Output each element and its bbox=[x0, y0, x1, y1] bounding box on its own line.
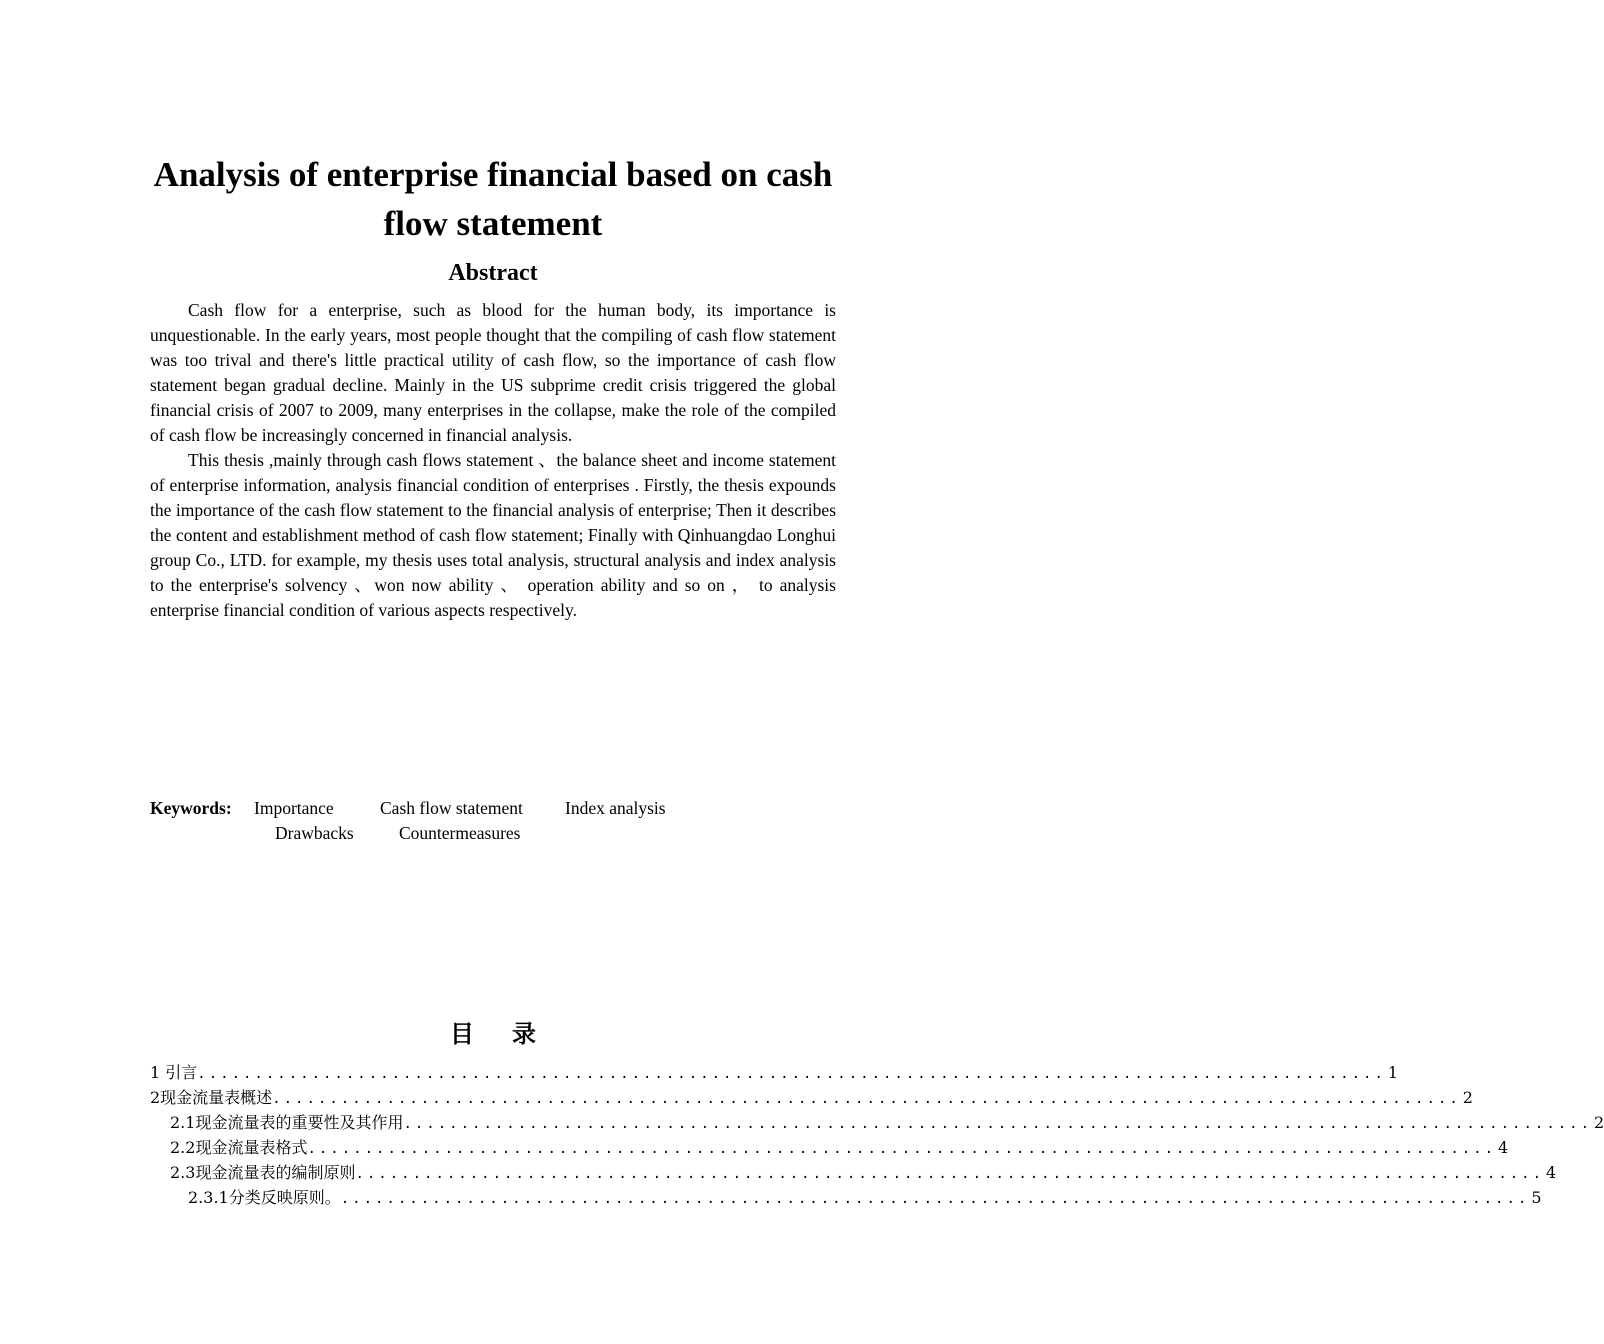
toc-entry[interactable] bbox=[150, 1110, 1604, 1135]
toc-entry-page: 4 bbox=[1498, 1138, 1509, 1157]
abstract-body bbox=[150, 298, 836, 623]
keywords-section bbox=[150, 796, 836, 846]
keyword-drawbacks: Drawbacks bbox=[275, 823, 354, 843]
toc-leader-dots: ........................................................................................................ bbox=[307, 1141, 1497, 1157]
paper-title bbox=[140, 150, 846, 248]
keywords-label: Keywords: bbox=[150, 798, 232, 818]
toc-entry-page: 2 bbox=[1462, 1088, 1473, 1107]
toc-entry-page: 4 bbox=[1546, 1163, 1557, 1182]
toc-leader-dots: ........................................................................................................ bbox=[403, 1116, 1593, 1132]
toc-leader-dots: ........................................................................................................ bbox=[197, 1066, 1386, 1082]
toc-entry[interactable] bbox=[150, 1185, 1542, 1210]
toc-leader-dots: ........................................................................................................ bbox=[355, 1166, 1545, 1182]
toc-entry-label: 2现金流量表概述 bbox=[150, 1088, 273, 1107]
keyword-cash-flow-statement: Cash flow statement bbox=[380, 798, 523, 818]
toc-entry-label: 2.1现金流量表的重要性及其作用 bbox=[170, 1113, 404, 1132]
toc-entry-page: 1 bbox=[1387, 1063, 1399, 1082]
toc-entry[interactable] bbox=[150, 1160, 1557, 1185]
keyword-importance: Importance bbox=[254, 798, 334, 818]
toc-title: 目录 bbox=[450, 1020, 574, 1048]
paper-title-line-1: Analysis of enterprise financial based on cash bbox=[153, 155, 833, 194]
keyword-countermeasures: Countermeasures bbox=[399, 823, 521, 843]
table-of-contents bbox=[150, 1060, 1604, 1210]
abstract-heading: Abstract bbox=[448, 260, 538, 286]
toc-entry-label: 2.2现金流量表格式 bbox=[170, 1138, 308, 1157]
toc-leader-dots: ........................................................................................................ bbox=[340, 1191, 1530, 1207]
abstract-paragraph-1: Cash flow for a enterprise, such as blood for the human body, its importance is unquestionable. In the early years, most people thought that the compiling of cash flow statement was too trival and there's little practical utility of cash flow, so the importance of cash flow statement began gradual decline. Mainly in the US subprime credit crisis triggered the global financial crisis of 2007 to 2009, many enterprises in the collapse, make the role of the compiled of cash flow be increasingly concerned in financial analysis. bbox=[150, 300, 836, 445]
toc-entry-label: 2.3.1分类反映原则。 bbox=[188, 1188, 341, 1207]
toc-entry[interactable] bbox=[150, 1135, 1509, 1160]
paper-title-line-2: flow statement bbox=[383, 204, 603, 243]
toc-entry-label: 1 引言 bbox=[150, 1063, 198, 1082]
abstract-paragraph-2: This thesis ,mainly through cash flows statement 、the balance sheet and income statement of enterprise information, analysis financial condition of enterprises . Firstly, the thesis expounds the importance of the cash flow statement to the financial analysis of enterprise; Then it describes the content and establishment method of cash flow statement; Finally with Qinhuangdao Longhui group Co., LTD. for example, my thesis uses total analysis, structural analysis and index analysis to the enterprise's solvency 、won now ability 、 operation ability and so on ， to analysis enterprise financial condition of various aspects respectively. bbox=[150, 450, 836, 620]
toc-entry-page: 2 bbox=[1594, 1113, 1604, 1132]
toc-entry[interactable] bbox=[150, 1060, 1399, 1085]
toc-entry-page: 5 bbox=[1531, 1188, 1542, 1207]
toc-entry[interactable] bbox=[150, 1085, 1473, 1110]
toc-entry-label: 2.3现金流量表的编制原则 bbox=[170, 1163, 356, 1182]
keyword-index-analysis: Index analysis bbox=[565, 798, 666, 818]
toc-leader-dots: ........................................................................................................ bbox=[272, 1091, 1461, 1107]
